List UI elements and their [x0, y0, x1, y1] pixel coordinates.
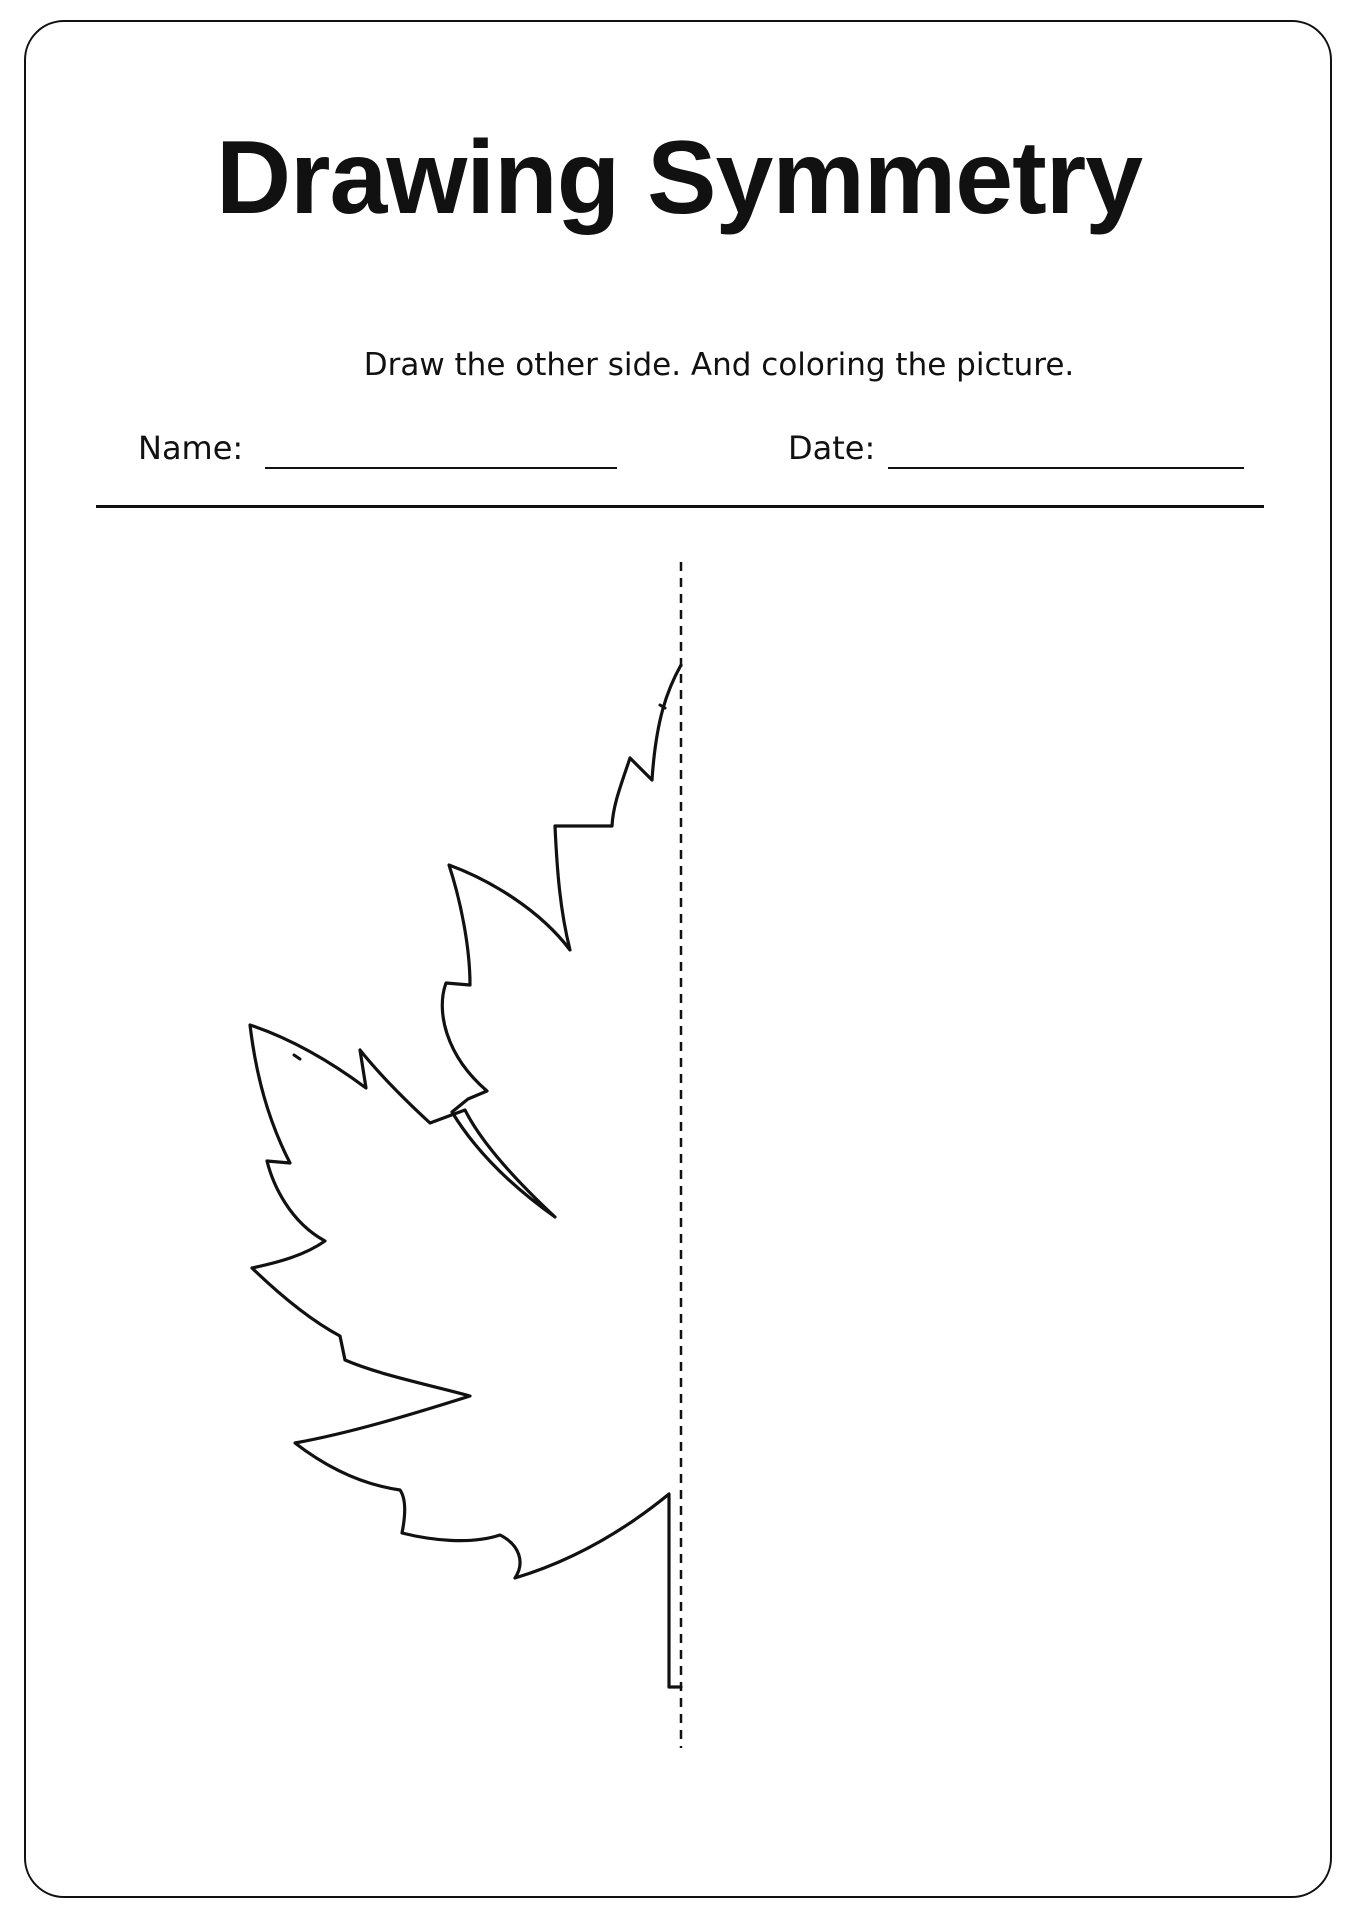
worksheet-title: Drawing Symmetry — [215, 120, 1143, 236]
instruction-text: Draw the other side. And coloring the picture. — [363, 347, 1075, 383]
date-label: Date: — [788, 429, 876, 467]
half-maple-leaf-outline — [250, 665, 681, 1687]
name-label: Name: — [138, 429, 244, 467]
